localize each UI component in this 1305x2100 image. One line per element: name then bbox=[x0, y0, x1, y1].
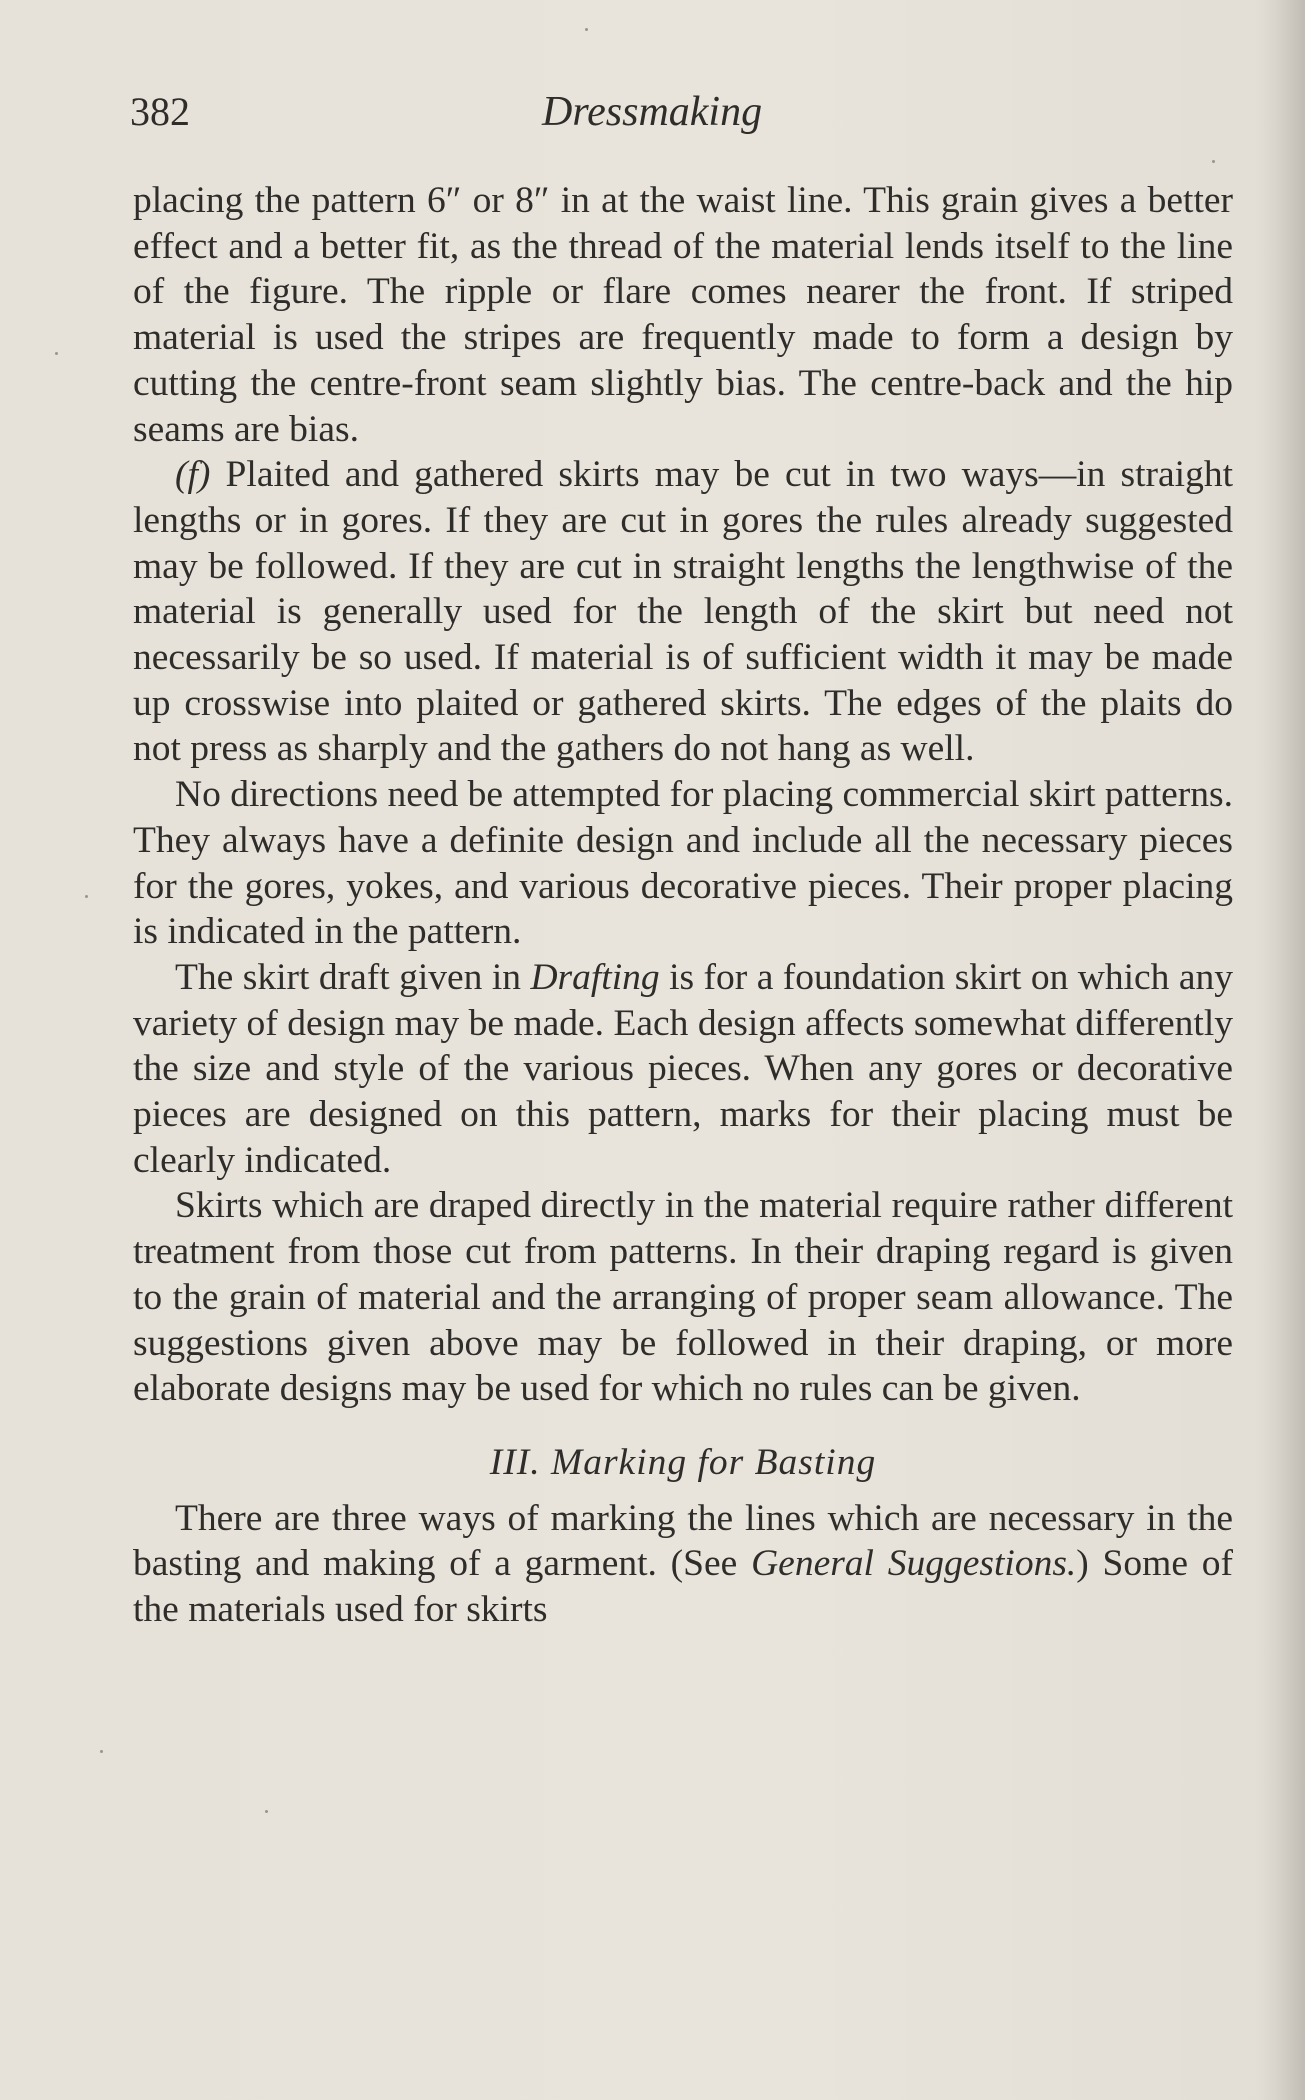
page-number: 382 bbox=[130, 89, 190, 134]
drafting-reference: Drafting bbox=[530, 956, 660, 998]
running-title: Dressmaking bbox=[542, 89, 763, 135]
paper-speck bbox=[585, 28, 588, 31]
page-header bbox=[130, 88, 1230, 148]
paragraph-6-text-b: ) Some of the materials used for skirts bbox=[133, 1543, 1233, 1631]
paragraph-2-text: Plaited and gathered skirts may be cut in two ways—in straight lengths or in gores. If they are cut in gores the rules already suggested may be followed. If they are cut in straight lengths the lengthwise of the material is generally used for the length of the skirt but need not necessarily be so used. If material is of sufficient width it may be made up crosswise into plaited or gathered skirts. The edges of the plaits do not press as sharply and the gathers do not hang as well. bbox=[133, 454, 1233, 770]
paragraph-3: No directions need be attempted for placing commercial skirt patterns. They always have a definite design and include all the necessary pieces for the gores, yokes, and various decorative pieces. Their proper placing is indicated in the pattern. bbox=[133, 774, 1233, 953]
general-suggestions-reference: General Suggestions. bbox=[751, 1543, 1077, 1585]
section-heading: III. Marking for Basting bbox=[489, 1441, 877, 1483]
paragraph-5: Skirts which are draped directly in the material require rather different treatment from those cut from patterns. In their draping regard is given to the grain of material and the arranging of proper seam allowance. The suggestions given above may be followed in their draping, or more elaborate designs may be used for which no rules can be given. bbox=[133, 1185, 1233, 1410]
page-gutter-shadow bbox=[1257, 0, 1305, 2100]
paragraph-4-text-a: The skirt draft given in bbox=[175, 956, 531, 998]
paper-speck bbox=[85, 895, 88, 898]
paper-speck bbox=[265, 1810, 268, 1813]
paragraph-1: placing the pattern 6″ or 8″ in at the waist line. This grain gives a better effect and a better fit, as the thread of the material lends itself to the line of the figure. The ripple or flare comes nearer the front. If striped material is used the stripes are frequently made to form a design by cutting the centre-front seam slightly bias. The centre-back and the hip seams are bias. bbox=[133, 180, 1233, 450]
page-body bbox=[133, 178, 1233, 1633]
paper-speck bbox=[55, 352, 58, 355]
paragraph-6-text-a: There are three ways of marking the lines which are necessary in the basting and making of a garment. (See bbox=[133, 1497, 1233, 1585]
paragraph-6 bbox=[133, 1496, 1233, 1633]
paragraph-2-label: (f) bbox=[175, 454, 211, 496]
paragraph-2 bbox=[133, 452, 1233, 772]
paragraph-4 bbox=[133, 955, 1233, 1184]
paragraph-4-text-b: is for a foundation skirt on which any variety of design may be made. Each design affects somewhat differently the size and style of the various pieces. When any gores or decorative pieces are designed on this pattern, marks for their placing must be clearly indicated. bbox=[133, 956, 1233, 1181]
paper-speck bbox=[100, 1750, 103, 1753]
paper-speck bbox=[1212, 160, 1215, 163]
